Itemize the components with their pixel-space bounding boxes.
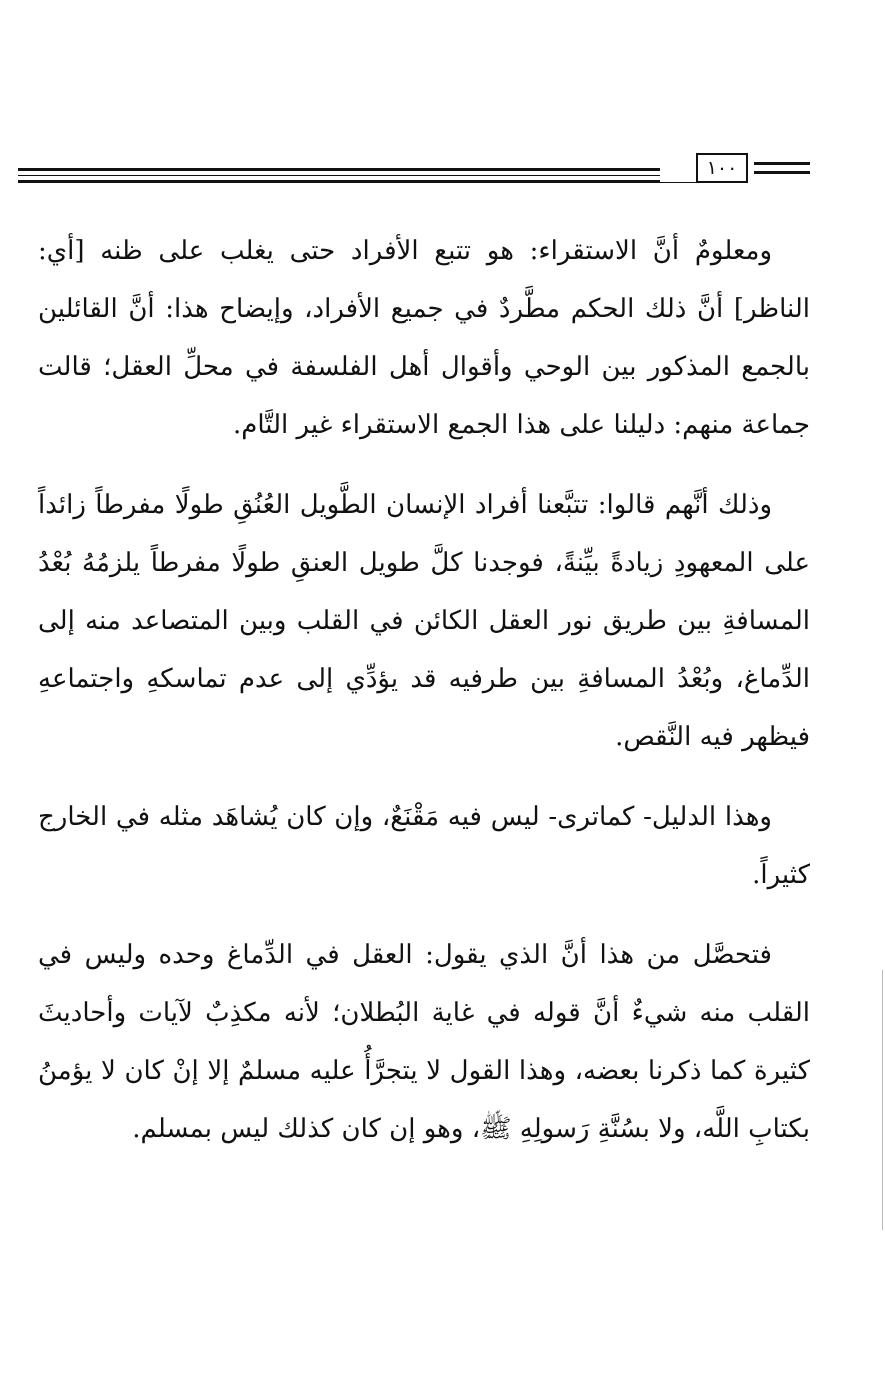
header-rule-connector — [660, 182, 696, 183]
header-rule-right-top — [754, 162, 810, 165]
paragraph-2: وذلك أنَّهم قالوا: تتبَّعنا أفراد الإنسان الطَّويل العُنُقِ طولًا مفرطاً زائداً على المعهودِ زيادةً بيِّنةً، فوجدنا كلَّ طويل العنقِ طولًا مفرطاً يلزمُهُ بُعْدُ المسافةِ بين طريق نور العقل الكائن في القلب وبين المتصاعد منه إلى الدِّماغ، وبُعْدُ المسافةِ بين طرفيه قد يؤدِّي إلى عدم تماسكهِ واجتماعهِ فيظهر فيه النَّقص. — [38, 490, 810, 752]
header-rule-left-mid — [18, 175, 660, 176]
header-rule-left-bottom — [18, 180, 660, 183]
page-header — [18, 150, 810, 194]
page-number: ١٠٠ — [696, 153, 748, 183]
header-rule-left-top — [18, 168, 660, 171]
page-body — [38, 222, 810, 1322]
paragraph-1: ومعلومٌ أنَّ الاستقراء: هو تتبع الأفراد حتى يغلب على ظنه [أي: الناظر] أنَّ ذلك الحكم مطَّردٌ في جميع الأفراد، وإيضاح هذا: أنَّ القائلين بالجمع المذكور بين الوحي وأقوال أهل الفلسفة في محلِّ العقل؛ قالت جماعة منهم: دليلنا على هذا الجمع الاستقراء غير التَّام. — [38, 236, 810, 440]
paragraph-4: فتحصَّل من هذا أنَّ الذي يقول: العقل في الدِّماغ وحده وليس في القلب منه شيءٌ أنَّ قوله في غاية البُطلان؛ لأنه مكذِبٌ لآيات وأحاديثَ كثيرة كما ذكرنا بعضه، وهذا القول لا يتجرَّأُ عليه مسلمٌ إلا إنْ كان لا يؤمنُ بكتابِ اللَّه، ولا بسُنَّةِ رَسولِهِ ﷺ، وهو إن كان كذلك ليس بمسلم. — [38, 940, 810, 1144]
scan-margin-line — [882, 970, 883, 1230]
header-rule-right-bottom — [754, 171, 810, 174]
paragraph-3: وهذا الدليل- كماترى- ليس فيه مَقْنَعٌ، وإن كان يُشاهَد مثله في الخارج كثيراً. — [38, 802, 810, 890]
